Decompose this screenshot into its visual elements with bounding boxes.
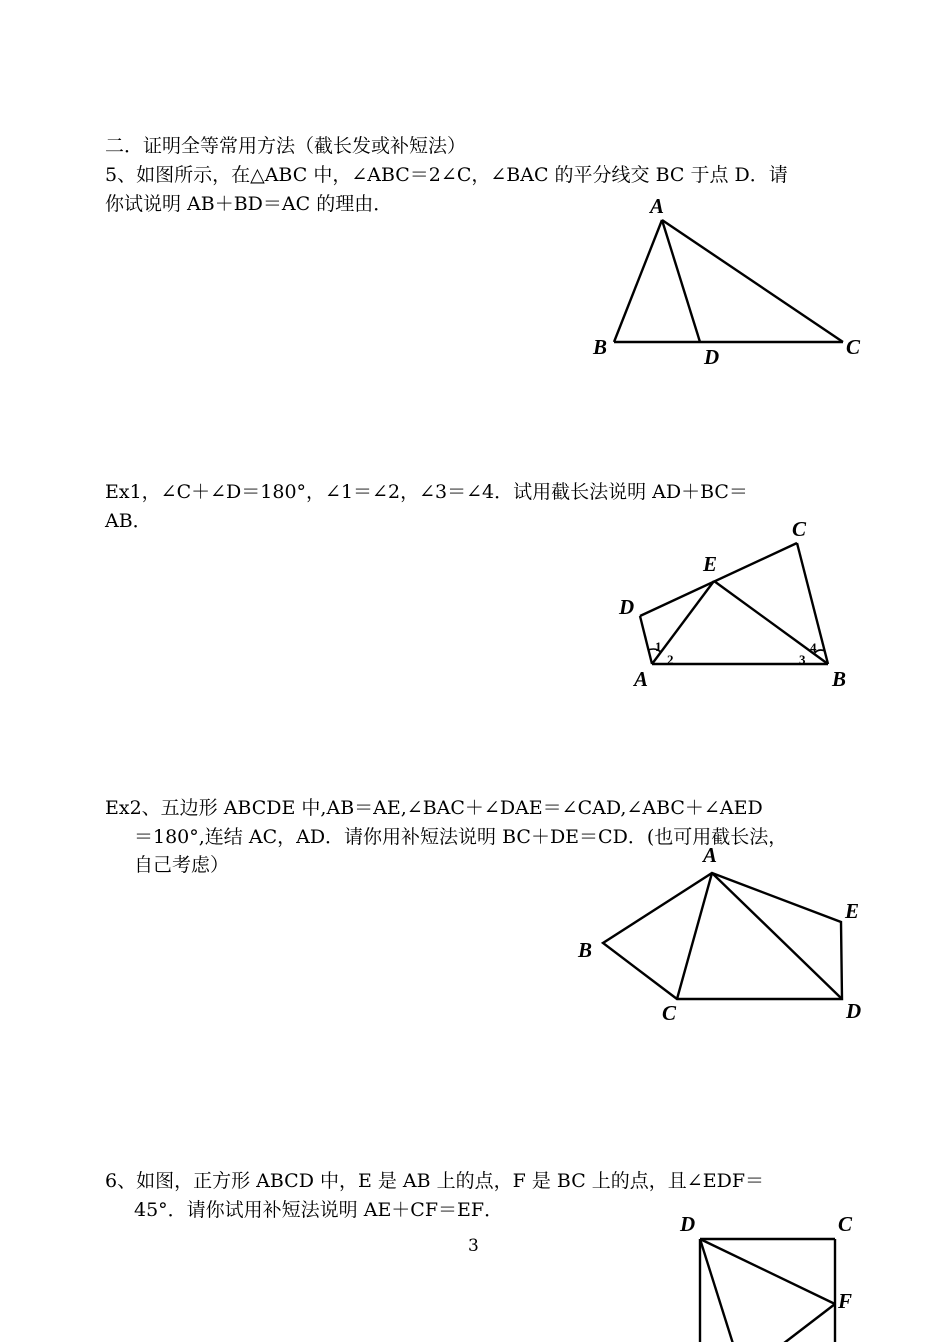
problem-5-line-1: 5、如图所示，在△ABC 中，∠ABC＝2∠C，∠BAC 的平分线交 BC 于点 D．请 [105, 164, 788, 186]
segment-fe [775, 1304, 835, 1342]
label-a: A [634, 667, 649, 691]
label-b: B [578, 938, 593, 962]
label-e: E [703, 552, 718, 576]
ex2-line-3: 自己考虑） [134, 854, 230, 876]
label-c: C [792, 517, 807, 541]
label-a: A [703, 843, 718, 867]
label-a: A [650, 194, 665, 218]
angle-label-3: 3 [799, 652, 806, 667]
label-b: B [593, 335, 608, 359]
label-d: D [846, 999, 862, 1023]
page-number: 3 [468, 1236, 479, 1256]
label-d: D [619, 595, 635, 619]
label-c: C [846, 335, 861, 359]
label-d: D [680, 1212, 696, 1236]
section-heading: 二．证明全等常用方法（截长发或补短法） [105, 135, 467, 157]
label-d: D [704, 345, 720, 369]
label-c: C [838, 1212, 853, 1236]
label-c: C [662, 1001, 677, 1025]
angle-label-2: 2 [667, 652, 674, 667]
problem-5-line-2: 你试说明 AB＋BD＝AC 的理由． [105, 193, 393, 215]
problem-6-line-1: 6、如图，正方形 ABCD 中，E 是 AB 上的点，F 是 BC 上的点，且∠EDF＝ [105, 1170, 765, 1192]
ex1-line-2: AB． [105, 510, 152, 532]
angle-label-1: 1 [655, 639, 662, 654]
label-f: F [838, 1289, 853, 1313]
label-e: E [845, 899, 860, 923]
angle-label-4: 4 [810, 640, 817, 655]
problem-6-line-2: 45°．请你试用补短法说明 AE＋CF＝EF． [134, 1199, 504, 1221]
ex1-line-1: Ex1，∠C＋∠D＝180°，∠1＝∠2，∠3＝∠4．试用截长法说明 AD＋BC＝ [105, 481, 748, 503]
label-b: B [832, 667, 847, 691]
ex2-line-1: Ex2、五边形 ABCDE 中,AB＝AE,∠BAC＋∠DAE＝∠CAD,∠ABC＋∠AED [105, 797, 763, 819]
ex2-line-2: ＝180°,连结 AC，AD．请你用补短法说明 BC＋DE＝CD．(也可用截长法， [134, 826, 788, 848]
segment-df [700, 1239, 835, 1304]
